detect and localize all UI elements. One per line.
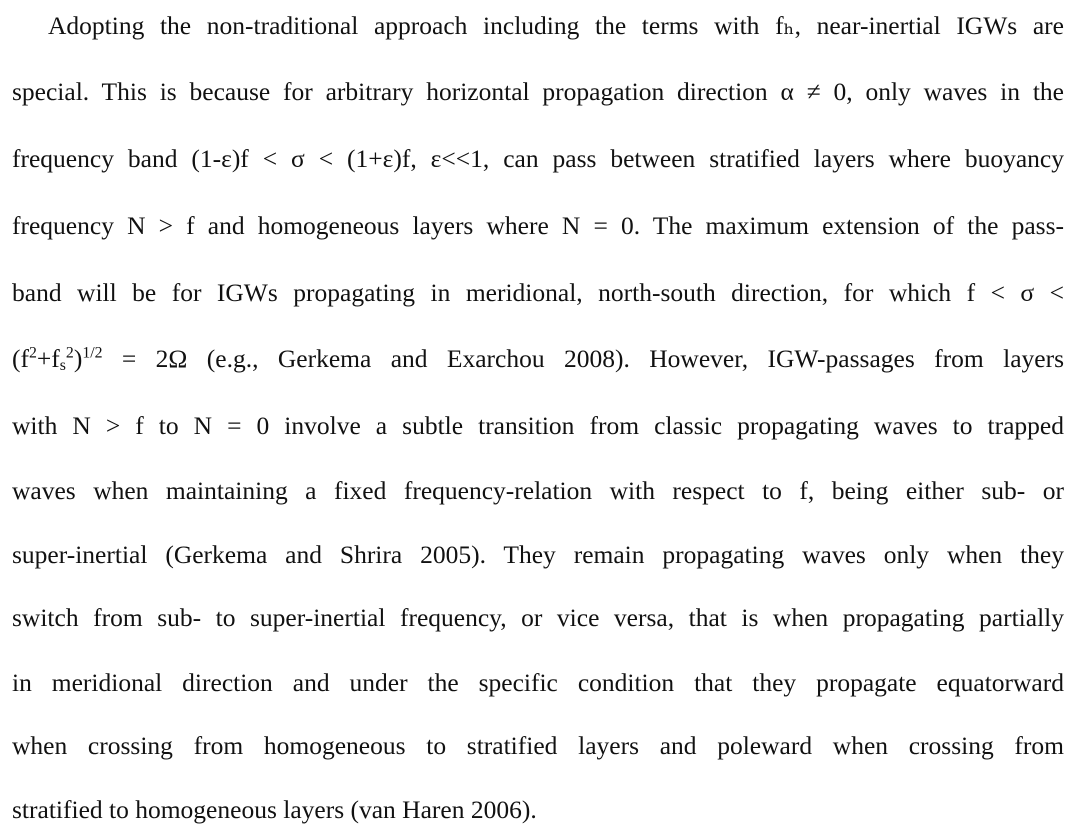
paragraph-line-4: frequency N > f and homogeneous layers where N = 0. The maximum extension of the pass- (12, 211, 1064, 240)
paragraph-line-6 (12, 339, 1064, 379)
equation-subscript-s: s (59, 356, 66, 374)
equation-superscript-half: 1/2 (82, 344, 103, 362)
paragraph-line-3: frequency band (1-ε)f < σ < (1+ε)f, ε<<1, can pass between stratified layers where buoyancy (12, 144, 1064, 173)
equation-plus: +f (36, 344, 60, 373)
equation-close: ) (73, 344, 83, 373)
paragraph-line-13: stratified to homogeneous layers (van Haren 2006). (12, 795, 537, 824)
paragraph-line-11: in meridional direction and under the specific condition that they propagate equatorward (12, 668, 1064, 697)
paragraph-line-2: special. This is because for arbitrary horizontal propagation direction α ≠ 0, only waves in the (12, 77, 1064, 106)
paragraph-line-7: with N > f to N = 0 involve a subtle transition from classic propagating waves to trapped (12, 411, 1064, 440)
equation-superscript-2b: 2 (65, 344, 74, 362)
paragraph-line-9: super-inertial (Gerkema and Shrira 2005). They remain propagating waves only when they (12, 540, 1064, 569)
paragraph-line-12: when crossing from homogeneous to stratified layers and poleward when crossing from (12, 731, 1064, 760)
paragraph-line-5: band will be for IGWs propagating in meridional, north-south direction, for which f < σ < (12, 278, 1064, 307)
equation-open: (f (12, 344, 29, 373)
equation-superscript-2a: 2 (28, 344, 37, 362)
paragraph-line-1: Adopting the non-traditional approach including the terms with fₕ, near-inertial IGWs are (48, 11, 1064, 40)
paragraph-line-6-text: = 2Ω (e.g., Gerkema and Exarchou 2008). However, IGW-passages from layers (102, 344, 1064, 373)
paragraph-line-8: waves when maintaining a fixed frequency-relation with respect to f, being either sub- or (12, 476, 1064, 505)
paragraph-line-10: switch from sub- to super-inertial frequency, or vice versa, that is when propagating partially (12, 603, 1064, 632)
